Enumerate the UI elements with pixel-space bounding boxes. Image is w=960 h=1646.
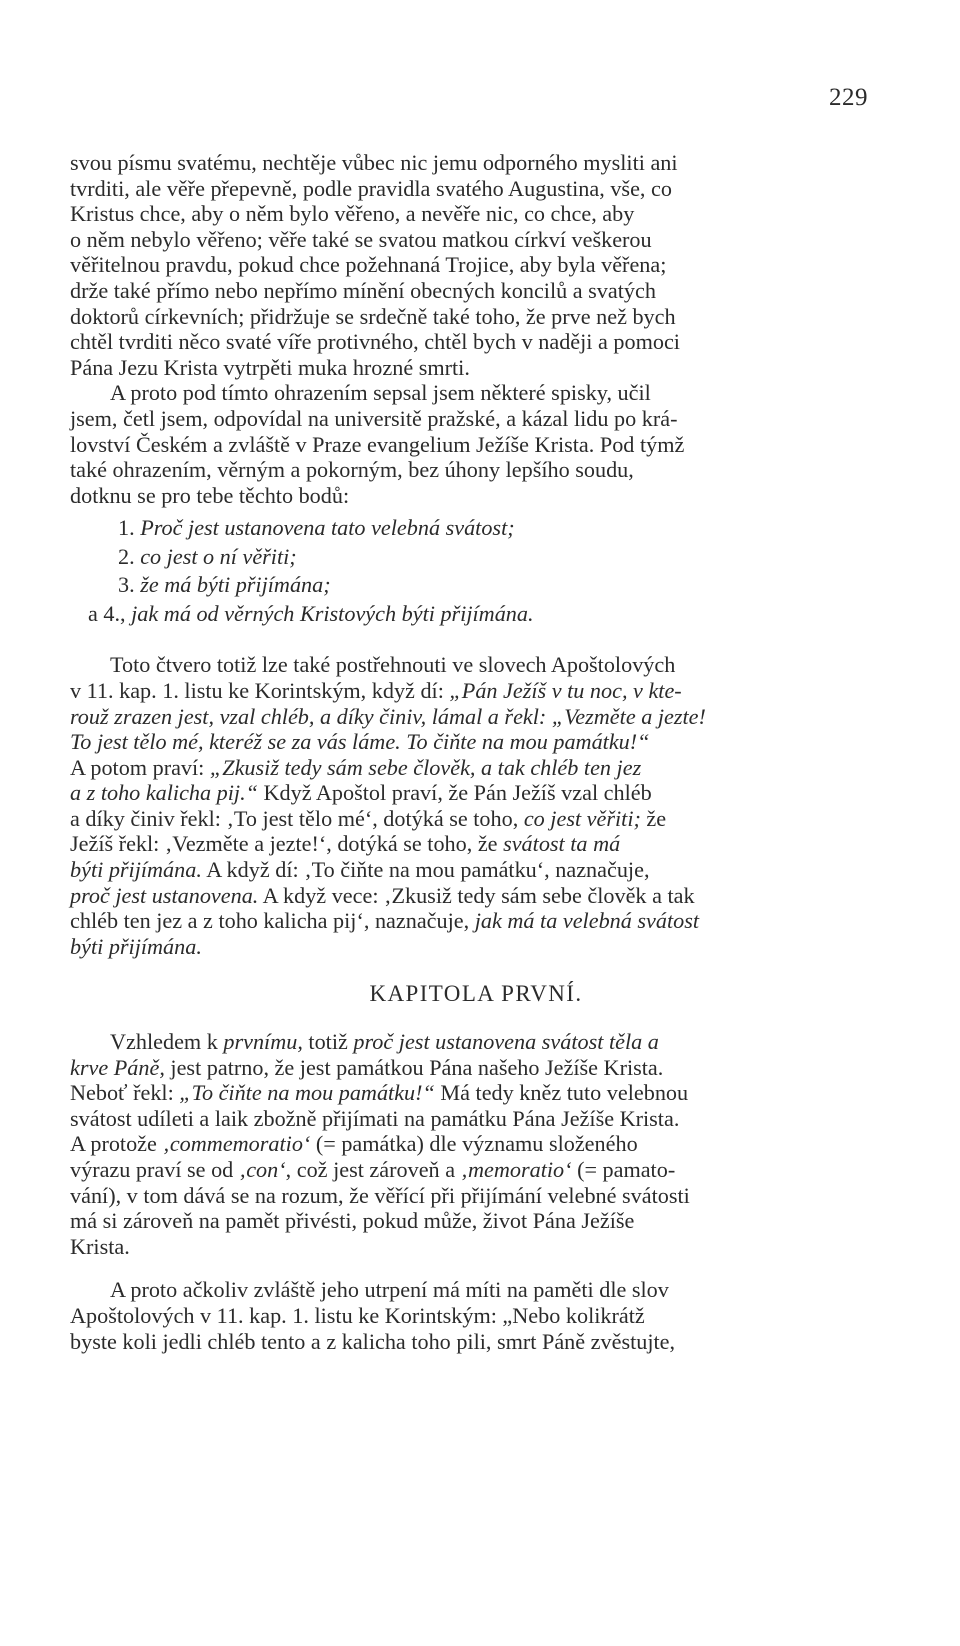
text-line: byste koli jedli chléb tento a z kalicha toho pili, smrt Páně zvěstujte,: [70, 1328, 676, 1354]
list-item: 1. Proč jest ustanovena tato velebná svátost;: [118, 515, 515, 541]
text-line: A potom praví: „Zkusiž tedy sám sebe člověk, a tak chléb ten jez: [70, 754, 642, 780]
text-line: svou písmu svatému, nechtěje vůbec nic jemu odporného mysliti ani: [70, 150, 678, 175]
text-line: krve Páně, jest patrno, že jest památkou Pána našeho Ježíše Krista.: [70, 1054, 664, 1080]
text-line: Ježíš řekl: ‚Vezměte a jezte!‘, dotýká se toho, že svátost ta má: [70, 831, 621, 857]
text-line: drže také přímo nebo nepřímo mínění obecných koncilů a svatých: [70, 277, 656, 303]
list-item: 3. že má býti přijímána;: [118, 572, 331, 598]
chapter-heading: KAPITOLA PRVNÍ.: [369, 981, 583, 1007]
text-line: A proto ačkoliv zvláště jeho utrpení má míti na paměti dle slov: [110, 1277, 669, 1303]
text-line: Toto čtvero totiž lze také postřehnouti ve slovech Apoštolových: [110, 652, 676, 678]
text-line: býti přijímána. A když dí: ‚To čiňte na mou památku‘, naznačuje,: [70, 857, 650, 883]
text-line: Apoštolových v 11. kap. 1. listu ke Korintským: „Nebo kolikrátž: [70, 1302, 645, 1328]
list-item: a 4., jak má od věrných Kristových býti přijímána.: [88, 600, 534, 626]
text-line: věřitelnou pravdu, pokud chce požehnaná Trojice, aby byla věřena;: [70, 252, 667, 278]
text-line: o něm nebylo věřeno; věře také se svatou matkou církví veškerou: [70, 226, 652, 252]
text-line: A proto pod tímto ohrazením sepsal jsem některé spisky, učil: [110, 380, 651, 406]
text-line: doktorů církevních; přidržuje se srdečně také toho, že prve než bych: [70, 303, 676, 329]
page-text: [70, 150, 882, 1354]
text-line: tvrditi, ale věře přepevně, podle pravidla svatého Augustina, vše, co: [70, 175, 672, 201]
text-line: jsem, četl jsem, odpovídal na universitě pražské, a kázal lidu po krá-: [70, 405, 678, 431]
text-line: také ohrazením, věrným a pokorným, bez úhony lepšího soudu,: [70, 457, 634, 483]
text-line: Neboť řekl: „To čiňte na mou památku!“ Má tedy kněz tuto velebnou: [70, 1080, 689, 1106]
paragraph-4: [70, 1029, 882, 1259]
text-line: výrazu praví se od ‚con‘, což jest zároveň a ‚memoratio‘ (= pamato-: [70, 1157, 676, 1182]
points-list: [70, 514, 882, 628]
text-line: proč jest ustanovena. A když vece: ‚Zkusiž tedy sám sebe člověk a tak: [70, 882, 695, 908]
paragraph-3: [70, 652, 882, 959]
paragraph-1: [70, 150, 882, 380]
text-line: Krista.: [70, 1233, 130, 1259]
text-line: v 11. kap. 1. listu ke Korintským, když dí: „Pán Ježíš v tu noc, v kte-: [70, 677, 682, 703]
list-item: 2. co jest o ní věřiti;: [118, 543, 297, 569]
text-line: A protože ‚commemoratio‘ (= památka) dle významu složeného: [70, 1131, 638, 1157]
text-line: svátost udíleti a laik zbožně přijímati na památku Pána Ježíše Krista.: [70, 1105, 680, 1131]
text-line: má si zároveň na pamět přivésti, pokud může, život Pána Ježíše: [70, 1208, 635, 1234]
text-line: lovství Českém a zvláště v Praze evangelium Ježíše Krista. Pod týmž: [70, 431, 685, 457]
page-number: 229: [829, 84, 868, 111]
text-line: chléb ten jez a z toho kalicha pij‘, naznačuje, jak má ta velebná svátost: [70, 908, 700, 934]
text-line: Vzhledem k prvnímu, totiž proč jest ustanovena svátost těla a: [110, 1029, 659, 1055]
text-line: vání), v tom dává se na rozum, že věřící při přijímání velebné svátosti: [70, 1182, 690, 1208]
text-line: Pána Jezu Krista vytrpěti muka hrozné smrti.: [70, 354, 470, 380]
text-line: a díky činiv řekl: ‚To jest tělo mé‘, dotýká se toho, co jest věřiti; že: [70, 805, 667, 831]
text-line: Kristus chce, aby o něm bylo věřeno, a nevěře nic, co chce, aby: [70, 201, 635, 227]
paragraph-2: [70, 380, 882, 508]
text-line: býti přijímána.: [70, 933, 202, 959]
text-line: a z toho kalicha pij.“ Když Apoštol praví, že Pán Ježíš vzal chléb: [70, 780, 652, 806]
text-line: rouž zrazen jest, vzal chléb, a díky činiv, lámal a řekl: „Vezměte a jezte!: [70, 703, 706, 729]
text-line: dotknu se pro tebe těchto bodů:: [70, 482, 350, 508]
text-line: To jest tělo mé, kteréž se za vás láme. To čiňte na mou památku!“: [70, 729, 650, 755]
paragraph-5: [70, 1277, 882, 1354]
text-line: chtěl tvrditi něco svaté víře protivného, chtěl bych v naději a pomoci: [70, 329, 680, 355]
